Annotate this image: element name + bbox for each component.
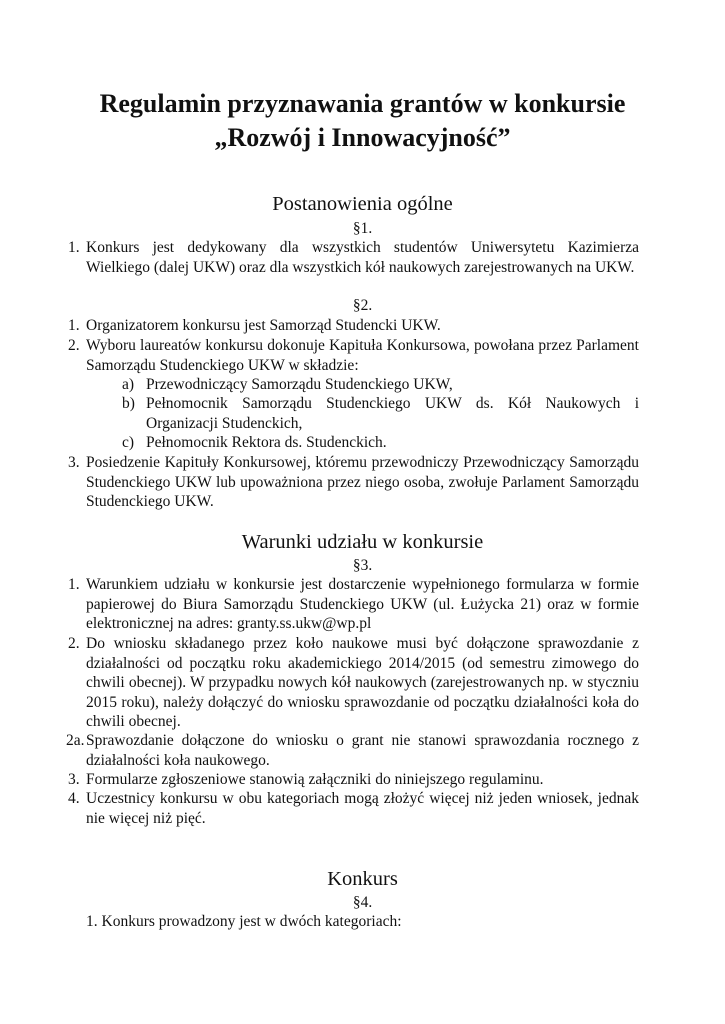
sub-list-item (122, 433, 639, 453)
list-item-number: 1. (68, 576, 80, 593)
document-title-line-1: Regulamin przyznawania grantów w konkursie (99, 89, 626, 118)
paragraph-label-3: §3. (352, 557, 373, 574)
list-item-text: Do wniosku składanego przez koło naukowe musi być dołączone sprawozdanie z działalności od początku roku akademickiego 2014/2015 (od semestru zimowego do chwili obecnej). W przypadku nowych kół naukowych (zarejestrowanych np. w styczniu 2015 roku), należy dołączyć do wniosku sprawozdanie od początku działalności koła do chwili obecnej. (86, 635, 639, 730)
list-item-number: 2a. (66, 732, 85, 749)
list-item (66, 731, 639, 770)
section-heading-general: Postanowienia ogólne (272, 193, 453, 215)
list-item (68, 238, 639, 277)
list-item-text: Konkurs jest dedykowany dla wszystkich studentów Uniwersytetu Kazimierza Wielkiego (dalej UKW) oraz dla wszystkich kół naukowych zarejestrowanych na UKW. (86, 239, 639, 276)
list-item-text: Organizatorem konkursu jest Samorząd Studencki UKW. (86, 317, 441, 334)
list-item-number: 2. (68, 337, 80, 354)
sub-list-item-text: Pełnomocnik Samorządu Studenckiego UKW ds. Kół Naukowych i Organizacji Studenckich, (146, 395, 639, 432)
list-item-text: Wyboru laureatów konkursu dokonuje Kapituła Konkursowa, powołana przez Parlament Samorządu Studenckiego UKW w składzie: (86, 337, 639, 374)
list-item-number: 1. (68, 239, 80, 256)
list-item-number: 1. (68, 317, 80, 334)
sub-list-item-letter: b) (122, 395, 135, 412)
sub-list-item (122, 394, 639, 433)
list-item-text: Warunkiem udziału w konkursie jest dostarczenie wypełnionego formularza w formie papierowej do Biura Samorządu Studenckiego UKW (ul. Łużycka 21) oraz w formie elektronicznej na adres: granty.ss.ukw@wp.pl (86, 576, 639, 632)
section-heading-contest: Konkurs (327, 868, 398, 890)
sub-list-item-text: Przewodniczący Samorządu Studenckiego UKW, (146, 376, 453, 393)
list-item (68, 770, 639, 790)
list-item (68, 316, 639, 336)
list-item-text: Formularze zgłoszeniowe stanowią załączniki do niniejszego regulaminu. (86, 771, 544, 788)
list-item-number: 4. (68, 790, 80, 807)
paragraph-label-2: §2. (352, 297, 373, 314)
list-item-text: Uczestnicy konkursu w obu kategoriach mogą złożyć więcej niż jeden wniosek, jednak nie więcej niż pięć. (86, 790, 639, 827)
sub-list-item-letter: a) (122, 376, 135, 393)
list-item (68, 575, 639, 634)
paragraph-label-4: §4. (352, 894, 373, 911)
list-item (68, 634, 639, 732)
contest-categories-line: 1. Konkurs prowadzony jest w dwóch kategoriach: (86, 913, 402, 930)
sub-list-item-letter: c) (122, 434, 135, 451)
list-item (68, 336, 639, 375)
list-item-number: 2. (68, 635, 80, 652)
list-item (68, 453, 639, 512)
paragraph-label-1: §1. (352, 220, 373, 237)
section-heading-conditions: Warunki udziału w konkursie (241, 531, 484, 553)
list-item-number: 3. (68, 771, 80, 788)
list-item (68, 789, 639, 828)
list-item-text: Sprawozdanie dołączone do wniosku o grant nie stanowi sprawozdania rocznego z działalności koła naukowego. (86, 732, 639, 769)
sub-list-item-text: Pełnomocnik Rektora ds. Studenckich. (146, 434, 387, 451)
list-item-number: 3. (68, 454, 80, 471)
document-title-line-2: „Rozwój i Innowacyjność” (214, 123, 511, 152)
sub-list-item (122, 375, 639, 395)
list-item-text: Posiedzenie Kapituły Konkursowej, któremu przewodniczy Przewodniczący Samorządu Studenckiego UKW lub upoważniona przez niego osoba, zwołuje Parlament Samorządu Studenckiego UKW. (86, 454, 639, 510)
